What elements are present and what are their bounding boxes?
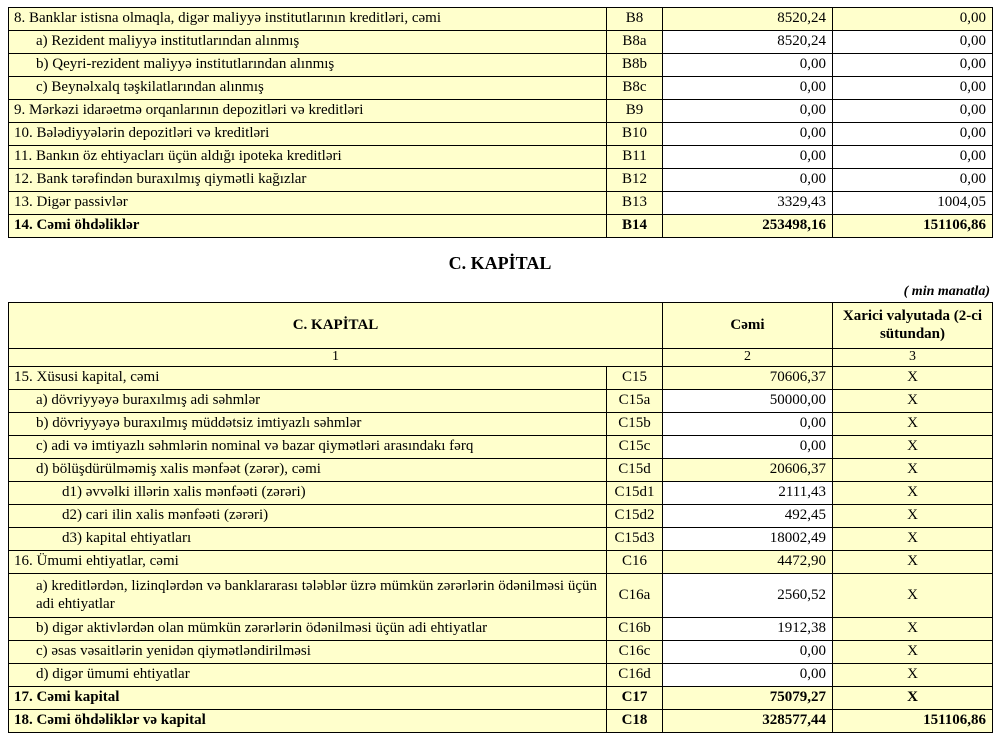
liabilities-row-B10 [9,123,993,146]
row-foreign-value: X [833,459,993,482]
row-label: 15. Xüsusi kapital, cəmi [9,367,607,390]
row-foreign-value: X [833,641,993,664]
capital-row-C16d [9,664,993,687]
liabilities-row-B14 [9,215,993,238]
row-total-value: 3329,43 [663,192,833,215]
capital-header-total: Cəmi [663,303,833,349]
colnum-2: 2 [663,349,833,367]
capital-row-C16 [9,551,993,574]
section-title-capital: C. KAPİTAL [448,253,552,273]
row-label: a) Rezident maliyyə institutlarından alınmış [9,31,607,54]
row-label: 17. Cəmi kapital [9,687,607,710]
row-total-value: 75079,27 [663,687,833,710]
row-total-value: 0,00 [663,436,833,459]
row-code: C15a [607,390,663,413]
liabilities-row-B12 [9,169,993,192]
row-foreign-value: 0,00 [833,169,993,192]
row-foreign-value: 0,00 [833,123,993,146]
row-label: 11. Bankın öz ehtiyacları üçün aldığı ipoteka kreditləri [9,146,607,169]
capital-row-C15b [9,413,993,436]
row-foreign-value: X [833,574,993,618]
capital-row-C15c [9,436,993,459]
row-foreign-value: 0,00 [833,100,993,123]
row-foreign-value: X [833,505,993,528]
row-foreign-value: 0,00 [833,146,993,169]
liabilities-row-B9 [9,100,993,123]
colnum-1: 1 [9,349,663,367]
row-total-value: 20606,37 [663,459,833,482]
row-foreign-value: X [833,413,993,436]
row-label: c) əsas vəsaitlərin yenidən qiymətləndirilməsi [9,641,607,664]
row-label: 8. Banklar istisna olmaqla, digər maliyyə institutlarının kreditləri, cəmi [9,8,607,31]
row-total-value: 0,00 [663,100,833,123]
row-foreign-value: X [833,436,993,459]
row-label: a) kreditlərdən, lizinqlərdən və banklararası tələblər üzrə mümkün zərərlərin ödənilməsi üçün adi ehtiyatlar [9,574,607,618]
capital-row-C15a [9,390,993,413]
row-label: b) dövriyyəyə buraxılmış müddətsiz imtiyazlı səhmlər [9,413,607,436]
row-label: 14. Cəmi öhdəliklər [9,215,607,238]
liabilities-row-B13 [9,192,993,215]
row-total-value: 2111,43 [663,482,833,505]
row-total-value: 0,00 [663,146,833,169]
row-foreign-value: X [833,687,993,710]
row-total-value: 4472,90 [663,551,833,574]
row-label: 13. Digər passivlər [9,192,607,215]
row-code: C16b [607,618,663,641]
row-total-value: 8520,24 [663,31,833,54]
row-total-value: 0,00 [663,123,833,146]
row-label: d3) kapital ehtiyatları [9,528,607,551]
row-code: C15b [607,413,663,436]
row-total-value: 0,00 [663,413,833,436]
capital-row-C16b [9,618,993,641]
row-label: c) Beynəlxalq təşkilatlarından alınmış [9,77,607,100]
capital-header-foreign: Xarici valyutada (2-ci sütundan) [833,303,993,349]
row-code: C16a [607,574,663,618]
row-code: B12 [607,169,663,192]
row-total-value: 0,00 [663,54,833,77]
row-foreign-value: X [833,618,993,641]
row-total-value: 50000,00 [663,390,833,413]
row-foreign-value: X [833,528,993,551]
row-code: C15 [607,367,663,390]
capital-colnum-row [9,349,993,367]
row-code: B13 [607,192,663,215]
row-label: b) Qeyri-rezident maliyyə institutlarından alınmış [9,54,607,77]
liabilities-row-B8a [9,31,993,54]
row-code: C15d1 [607,482,663,505]
capital-row-C15d2 [9,505,993,528]
liabilities-row-B8 [9,8,993,31]
capital-row-C15d3 [9,528,993,551]
row-code: C15c [607,436,663,459]
capital-row-C17 [9,687,993,710]
row-total-value: 328577,44 [663,710,833,733]
row-total-value: 0,00 [663,641,833,664]
row-foreign-value: 151106,86 [833,215,993,238]
capital-row-C15d1 [9,482,993,505]
row-code: C15d [607,459,663,482]
row-label: d) bölüşdürülməmiş xalis mənfəət (zərər), cəmi [9,459,607,482]
row-foreign-value: 0,00 [833,54,993,77]
row-label: 18. Cəmi öhdəliklər və kapital [9,710,607,733]
capital-row-C18 [9,710,993,733]
row-foreign-value: 0,00 [833,31,993,54]
row-foreign-value: X [833,664,993,687]
row-code: C15d2 [607,505,663,528]
row-label: 10. Bələdiyyələrin depozitləri və kreditləri [9,123,607,146]
liabilities-row-B11 [9,146,993,169]
row-label: 9. Mərkəzi idarəetmə orqanlarının depozitləri və kreditləri [9,100,607,123]
row-total-value: 8520,24 [663,8,833,31]
colnum-3: 3 [833,349,993,367]
capital-table [8,302,993,733]
row-total-value: 0,00 [663,169,833,192]
row-label: b) digər aktivlərdən olan mümkün zərərlərin ödənilməsi üçün adi ehtiyatlar [9,618,607,641]
row-code: C16d [607,664,663,687]
row-label: 16. Ümumi ehtiyatlar, cəmi [9,551,607,574]
row-label: a) dövriyyəyə buraxılmış adi səhmlər [9,390,607,413]
liabilities-table [8,7,993,238]
row-foreign-value: 0,00 [833,8,993,31]
row-code: C16c [607,641,663,664]
row-code: C16 [607,551,663,574]
units-note: ( min manatla) [903,284,990,299]
capital-header-row [9,303,993,349]
liabilities-row-B8c [9,77,993,100]
row-code: B9 [607,100,663,123]
capital-header-title: C. KAPİTAL [9,303,663,349]
row-code: B8a [607,31,663,54]
row-total-value: 0,00 [663,664,833,687]
row-foreign-value: X [833,551,993,574]
capital-row-C16c [9,641,993,664]
row-label: d2) cari ilin xalis mənfəəti (zərəri) [9,505,607,528]
row-total-value: 0,00 [663,77,833,100]
row-total-value: 70606,37 [663,367,833,390]
row-label: 12. Bank tərəfindən buraxılmış qiymətli kağızlar [9,169,607,192]
row-foreign-value: X [833,367,993,390]
row-total-value: 253498,16 [663,215,833,238]
row-foreign-value: 1004,05 [833,192,993,215]
capital-row-C15d [9,459,993,482]
row-label: d1) əvvəlki illərin xalis mənfəəti (zərəri) [9,482,607,505]
row-code: C18 [607,710,663,733]
row-code: B11 [607,146,663,169]
row-total-value: 2560,52 [663,574,833,618]
row-label: d) digər ümumi ehtiyatlar [9,664,607,687]
row-code: B8 [607,8,663,31]
row-code: B10 [607,123,663,146]
row-foreign-value: X [833,390,993,413]
row-code: B8c [607,77,663,100]
row-code: C17 [607,687,663,710]
row-label: c) adi və imtiyazlı səhmlərin nominal və bazar qiymətləri arasındakı fərq [9,436,607,459]
capital-row-C15 [9,367,993,390]
row-total-value: 1912,38 [663,618,833,641]
row-code: C15d3 [607,528,663,551]
row-total-value: 18002,49 [663,528,833,551]
row-foreign-value: X [833,482,993,505]
row-code: B14 [607,215,663,238]
liabilities-row-B8b [9,54,993,77]
row-total-value: 492,45 [663,505,833,528]
row-code: B8b [607,54,663,77]
row-foreign-value: 151106,86 [833,710,993,733]
capital-row-C16a [9,574,993,618]
row-foreign-value: 0,00 [833,77,993,100]
